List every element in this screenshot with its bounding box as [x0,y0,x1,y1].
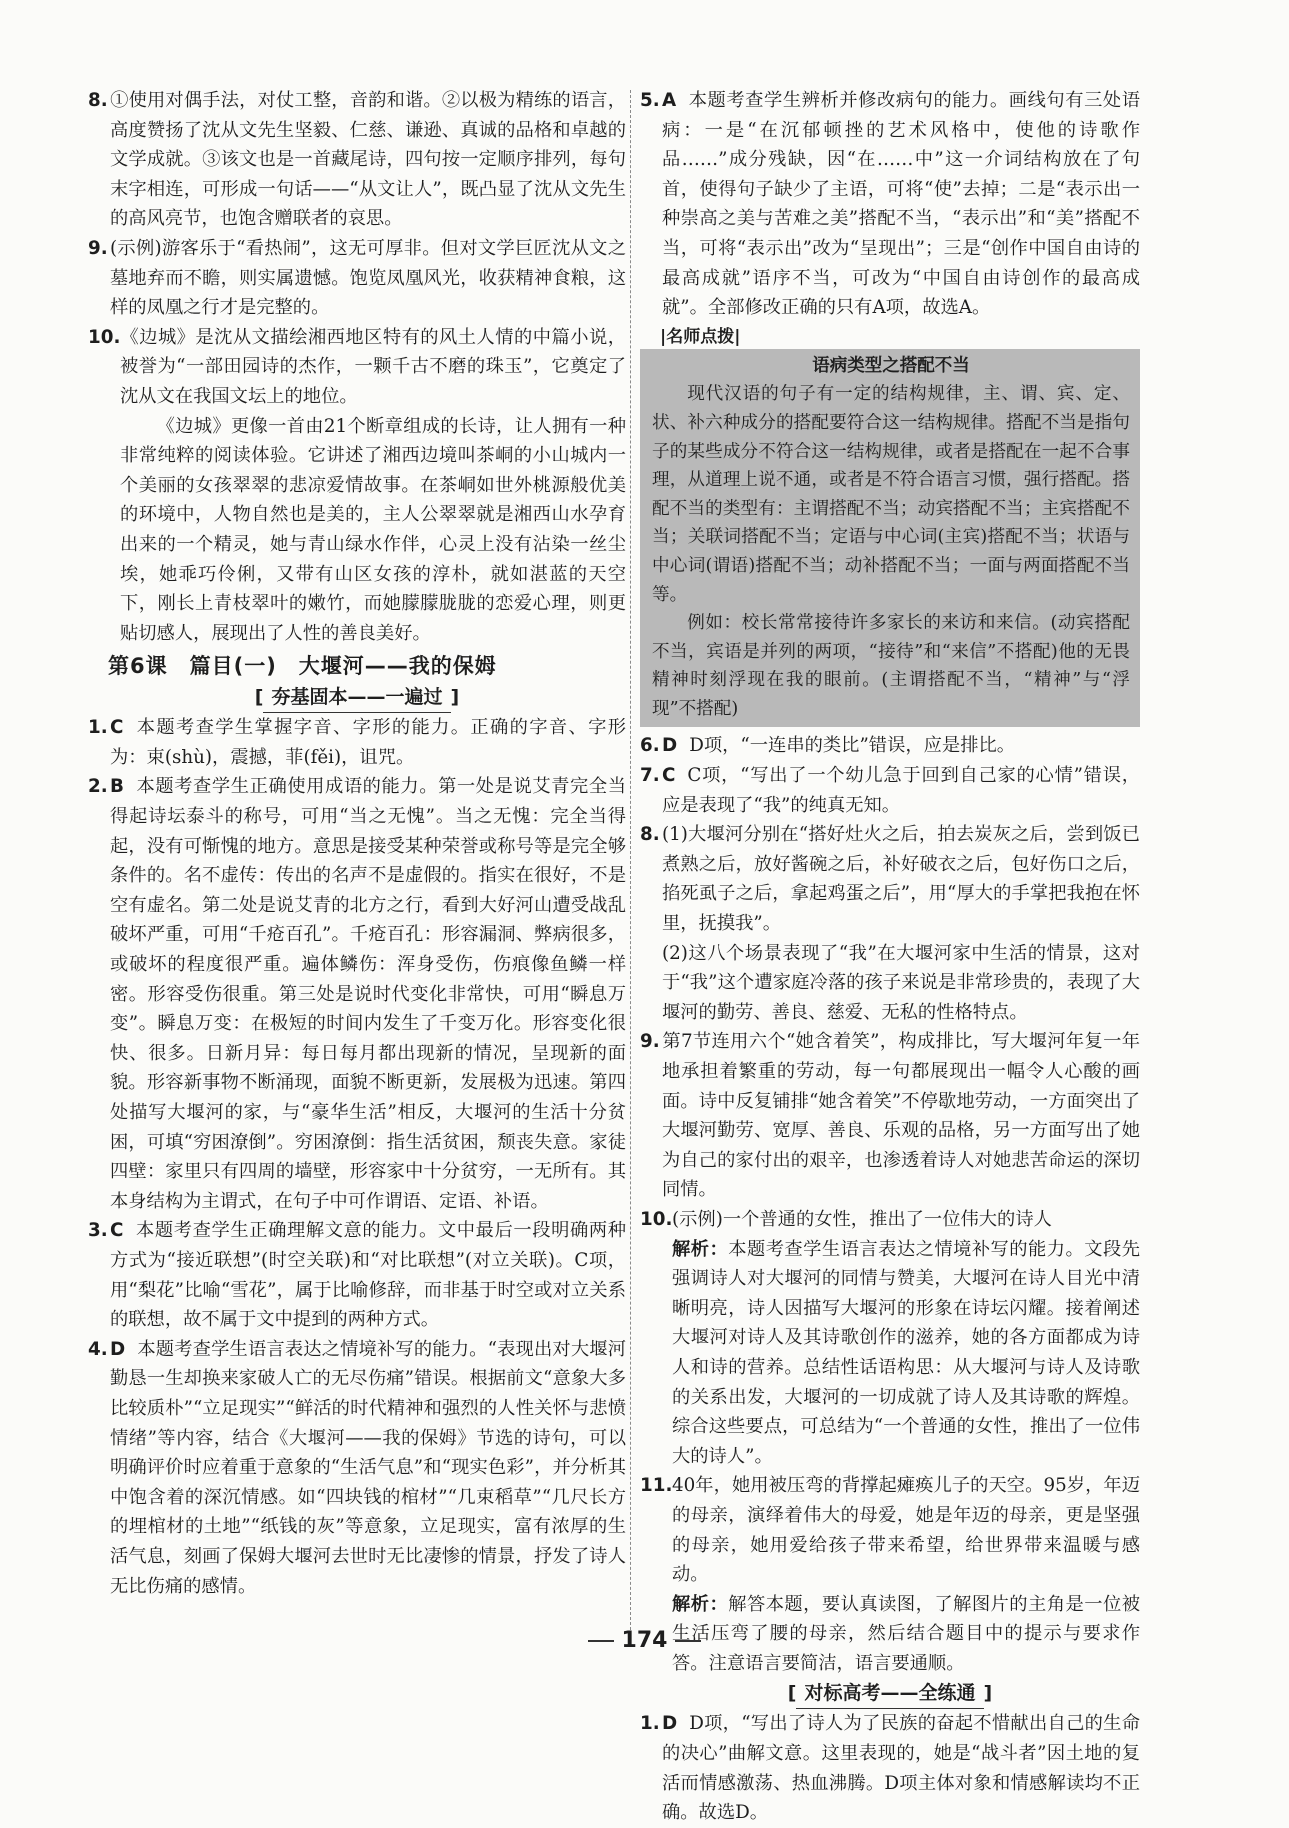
right-column [640,86,1140,1828]
question-8: 8. ①使用对偶手法，对仗工整，音韵和谐。②以极为精练的语言，高度赞扬了沈从文先生坚毅、仁慈、谦逊、真诚的品格和卓越的文学成就。③该文也是一首藏尾诗，四句按一定顺序排列，每句末字相连，可形成一句话——“从文让人”，既凸显了沈从文先生的高风亮节，也饱含赠联者的哀思。 [88,90,626,230]
answer-6: 6. D D项，“一连串的类比”错误，应是排比。 [640,735,1016,757]
answer-2: 2. B 本题考查学生正确使用成语的能力。第一处是说艾青完全当得起诗坛泰斗的称号，可用“当之无愧”。当之无愧：完全当得起，没有可惭愧的地方。意思是接受某种荣誉或称号等是完全够条件的。名不虚传：传出的名声不是虚假的。指实在很好，不是空有虚名。第二处是说艾青的北方之行，看到大好河山遭受战乱破坏严重，可用“千疮百孔”。千疮百孔：形容漏洞、弊病很多，或破坏的程度很严重。遍体鳞伤：浑身受伤，伤痕像鱼鳞一样密。形容受伤很重。第三处是说时代变化非常快，可用“瞬息万变”。瞬息万变：在极短的时间内发生了千变万化。形容变化很快、很多。日新月异：每日每月都出现新的情况，呈现新的面貌。形容新事物不断涌现，面貌不断更新，发展极为迅速。第四处描写大堰河的家，与“豪华生活”相反，大堰河的生活十分贫困，可填“穷困潦倒”。穷困潦倒：指生活贫困，颓丧失意。家徒四壁：家里只有四周的墙壁，形容家中十分贫穷，一无所有。其本身结构为主谓式，在句子中可作谓语、定语、补语。 [88,776,626,1212]
tip-paragraph: 现代汉语的句子有一定的结构规律，主、谓、宾、定、状、补六种成分的搭配要符合这一结构规律。搭配不当是指句子的某些成分不符合这一结构规律，或者是搭配在一起不合事理，从道理上说不通，或者是不符合语言习惯，强行搭配。搭配不当的类型有：主谓搭配不当；动宾搭配不当；主宾搭配不当；关联词搭配不当；定语与中心词(主宾)搭配不当；状语与中心词(谓语)搭配不当；动补搭配不当；一面与两面搭配不当等。 [652,384,1130,605]
answer-9: 9. 第7节连用六个“她含着笑”，构成排比，写大堰河年复一年地承担着繁重的劳动，每一句都展现出一幅令人心酸的画面。诗中反复铺排“她含着笑”不停歇地劳动，一方面突出了大堰河勤劳、宽厚、善良、乐观的品格，另一方面写出了她为自己的家付出的艰辛，也渗透着诗人对她悲苦命运的深切同情。 [640,1031,1140,1201]
lesson-title: 第6课 篇目(一) 大堰河——我的保姆 [108,654,497,679]
column-divider [630,90,632,1640]
answer-7: 7. C C项，“写出了一个幼儿急于回到自己家的心情”错误，应是表现了“我”的纯真无知。 [640,765,1140,816]
left-column [88,86,626,1601]
page-number: 174 [0,1628,1289,1653]
answer-4: 4. D 本题考查学生语言表达之情境补写的能力。“表现出对大堰河勤恳一生却换来家破人亡的无尽伤痛”错误。根据前文“意象大多比较质朴”“立足现实”“鲜活的时代精神和强烈的人性关怀与悲愤情绪”等内容，结合《大堰河——我的保姆》节选的诗句，可以明确评价时应着重于意象的“生活气息”和“现实色彩”，并分析其中饱含着的深沉情感。如“四块钱的棺材”“几束稻草”“几尺长方的埋棺材的土地”“纸钱的灰”等意象，立足现实，富有浓厚的生活气息，刻画了保姆大堰河去世时无比凄惨的情景，抒发了诗人无比伤痛的感情。 [88,1338,626,1597]
tip-example: 例如：校长常常接待许多家长的来访和来信。(动宾搭配不当，宾语是并列的两项，“接待”和“来信”不搭配)他的无畏精神时刻浮现在我的眼前。(主谓搭配不当，“精神”与“浮现”不搭配) [652,613,1130,719]
tip-title: 语病类型之搭配不当 [812,355,970,376]
answer-11: 11.40年，她用被压弯的背撑起瘫痪儿子的天空。95岁，年迈的母亲，演绎着伟大的母爱，她是年迈的母亲，更是坚强的母亲，她用爱给孩子带来希望，给世界带来温暖与感动。 解析：解答本题，要认真读图，了解图片的主角是一位被生活压弯了腰的母亲，然后结合题目中的提示与要求作答。注意语言要简洁，语言要通顺。 [640,1475,1141,1674]
tip-label: |名师点拨| [660,326,741,347]
answer-10: 10.(示例)一个普通的女性，推出了一位伟大的诗人 解析：本题考查学生语言表达之情境补写的能力。文段先强调诗人对大堰河的同情与赞美，大堰河在诗人目光中清晰明亮，诗人因描写大堰河的形象在诗坛闪耀。接着阐述大堰河对诗人及其诗歌创作的滋养，她的各方面都成为诗人和诗的营养。总结性话语构思：从大堰河与诗人及诗歌的关系出发，大堰河的一切成就了诗人及其诗歌的辉煌。综合这些要点，可总结为“一个普通的女性，推出了一位伟大的诗人”。 [640,1208,1141,1467]
section-heading: [ 夯基固本——一遍过 ] [88,682,626,713]
answer-3: 3. C 本题考查学生正确理解文意的能力。文中最后一段明确两种方式为“接近联想”(时空关联)和“对比联想”(对立关联)。C项，用“梨花”比喻“雪花”，属于比喻修辞，而非基于时空或对立关系的联想，故不属于文中提到的两种方式。 [88,1220,626,1331]
answer-5: 5. A 本题考查学生辨析并修改病句的能力。画线句有三处语病：一是“在沉郁顿挫的艺术风格中，使他的诗歌作品……”成分残缺，因“在……中”这一介词结构放在了句首，使得句子缺少了主语，可将“使”去掉；二是“表示出一种崇高之美与苦难之美”搭配不当，“表示出”和“美”搭配不当，可将“表示出”改为“呈现出”；三是“创作中国自由诗的最高成就”语序不当，可改为“中国自由诗创作的最高成就”。全部修改正确的只有A项，故选A。 [640,90,1140,319]
question-9: 9. (示例)游客乐于“看热闹”，这无可厚非。但对文学巨匠沈从文之墓地弃而不瞻，则实属遗憾。饱览凤凰风光，收获精神食粮，这样的凤凰之行才是完整的。 [88,237,626,319]
section-heading-2: [ 对标高考——全练通 ] [640,1678,1140,1709]
question-10: 10.《边城》是沈从文描绘湘西地区特有的风土人情的中篇小说，被誉为“一部田园诗的杰作，一颗千古不磨的珠玉”，它奠定了沈从文在我国文坛上的地位。 《边城》更像一首由21个断章组成的长诗，让人拥有一种非常纯粹的阅读体验。它讲述了湘西边境叫茶峒的小山城内一个美丽的女孩翠翠的悲凉爱情故事。在茶峒如世外桃源般优美的环境中，人物自然也是美的，主人公翠翠就是湘西山水孕育出来的一个精灵，她与青山绿水作伴，心灵上没有沾染一丝尘埃，她乖巧伶俐，又带有山区女孩的淳朴，就如湛蓝的天空下，刚长上青枝翠叶的嫩竹，而她朦朦胧胧的恋爱心理，则更贴切感人，展现出了人性的善良美好。 [88,326,626,644]
answer-b1: 1. D D项，“写出了诗人为了民族的奋起不惜献出自己的生命的决心”曲解文意。这里表现的，她是“战斗者”因土地的复活而情感激荡、热血沸腾。D项主体对象和情感解读均不正确。故选D。 [640,1713,1140,1824]
teacher-tip [640,325,1140,728]
answer-8: 8. (1)大堰河分别在“搭好灶火之后，拍去炭灰之后，尝到饭已煮熟之后，放好酱碗之后，补好破衣之后，包好伤口之后，掐死虱子之后，拿起鸡蛋之后”，用“厚大的手掌把我抱在怀里，抚摸我”。 (2)这八个场景表现了“我”在大堰河家中生活的情景，这对于“我”这个遭家庭冷落的孩子来说是非常珍贵的，表现了大堰河的勤劳、善良、慈爱、无私的性格特点。 [640,824,1140,1023]
tip-box [640,349,1140,728]
answer-1: 1. C 本题考查学生掌握字音、字形的能力。正确的字音、字形为：束(shù)，震撼，菲(fěi)，诅咒。 [88,717,626,768]
